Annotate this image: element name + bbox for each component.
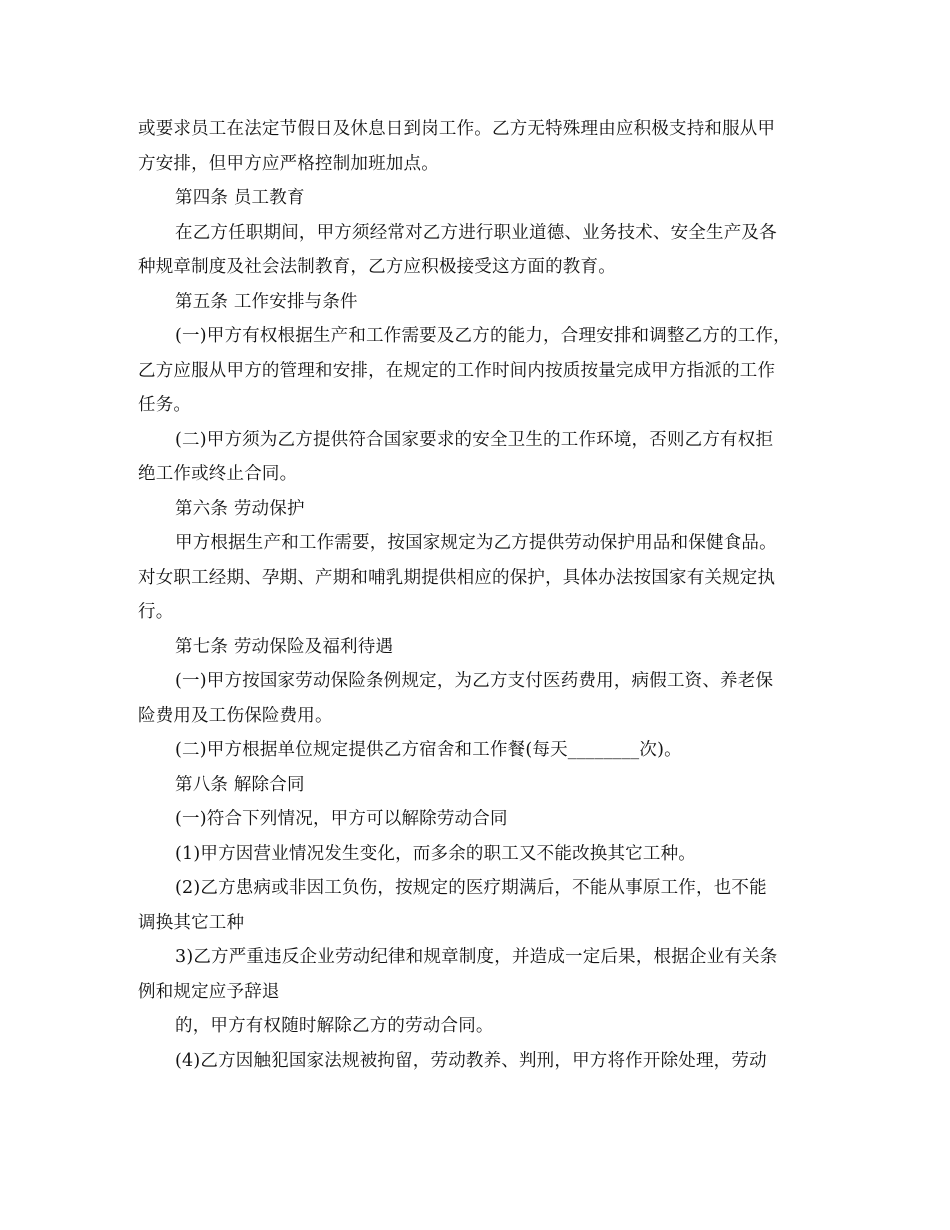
text-line: (4)乙方因触犯国家法规被拘留，劳动教养、判刑，甲方将作开除处理，劳动 bbox=[175, 1050, 767, 1071]
text-line: (1)甲方因营业情况发生变化，而多余的职工又不能改换其它工种。 bbox=[175, 843, 696, 864]
text-line: 对女职工经期、孕期、产期和哺乳期提供相应的保护，具体办法按国家有关规定执 bbox=[138, 567, 776, 588]
text-line: 例和规定应予辞退 bbox=[138, 981, 280, 1002]
text-line: 在乙方任职期间，甲方须经常对乙方进行职业道德、业务技术、安全生产及各 bbox=[175, 222, 777, 243]
text-line: 第六条 劳动保护 bbox=[175, 498, 305, 519]
text-line: 绝工作或终止合同。 bbox=[138, 464, 298, 484]
text-line: (二)甲方根据单位规定提供乙方宿舍和工作餐(每天________次)。 bbox=[175, 740, 682, 760]
text-line: 3)乙方严重违反企业劳动纪律和规章制度，并造成一定后果，根据企业有关条 bbox=[175, 947, 778, 967]
text-line: 种规章制度及社会法制教育，乙方应积极接受这方面的教育。 bbox=[138, 257, 616, 277]
text-line: 行。 bbox=[138, 602, 174, 622]
text-line: 甲方根据生产和工作需要，按国家规定为乙方提供劳动保护用品和保健食品。 bbox=[175, 533, 777, 553]
document-body bbox=[138, 112, 818, 1078]
text-line: 或要求员工在法定节假日及休息日到岗工作。乙方无特殊理由应积极支持和服从甲 bbox=[138, 119, 776, 139]
text-line: 第八条 解除合同 bbox=[175, 774, 305, 795]
text-line: 调换其它工种 bbox=[138, 912, 245, 933]
text-line: 险费用及工伤保险费用。 bbox=[138, 705, 333, 726]
text-line: 第四条 员工教育 bbox=[175, 188, 305, 208]
text-line: 方安排，但甲方应严格控制加班加点。 bbox=[138, 153, 439, 174]
text-line: 任务。 bbox=[138, 395, 192, 415]
text-line: 的，甲方有权随时解除乙方的劳动合同。 bbox=[175, 1016, 494, 1036]
text-line: (二)甲方须为乙方提供符合国家要求的安全卫生的工作环境，否则乙方有权拒 bbox=[175, 429, 774, 450]
text-line: (一)符合下列情况，甲方可以解除劳动合同 bbox=[175, 809, 508, 829]
text-line: 乙方应服从甲方的管理和安排，在规定的工作时间内按质按量完成甲方指派的工作 bbox=[138, 360, 776, 381]
text-line: 第七条 劳动保险及福利待遇 bbox=[175, 636, 394, 657]
text-line: (一)甲方有权根据生产和工作需要及乙方的能力，合理安排和调整乙方的工作， bbox=[175, 326, 791, 346]
text-line: (2)乙方患病或非因工负伤，按规定的医疗期满后，不能从事原工作，也不能 bbox=[175, 878, 767, 898]
text-line: (一)甲方按国家劳动保险条例规定，为乙方支付医药费用，病假工资、养老保 bbox=[175, 671, 774, 691]
text-line: 第五条 工作安排与条件 bbox=[175, 291, 358, 312]
